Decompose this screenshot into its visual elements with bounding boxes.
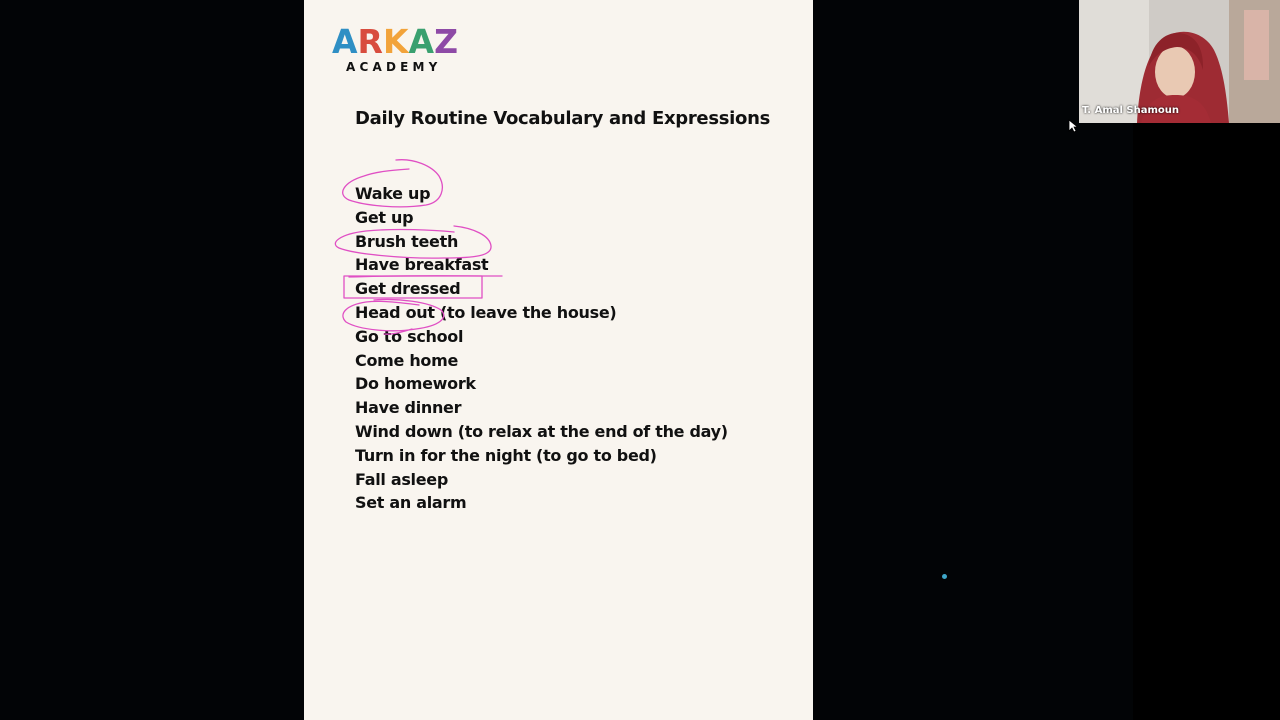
presentation-slide	[304, 0, 813, 720]
vocab-item: Do homework	[355, 374, 476, 394]
slide-title: Daily Routine Vocabulary and Expressions	[355, 108, 771, 129]
logo-letter-4: A	[408, 22, 435, 61]
vocab-item: Set an alarm	[355, 493, 467, 513]
logo-subtitle: ACADEMY	[346, 60, 442, 74]
participant-video-tile[interactable]	[1079, 0, 1280, 123]
vocab-item: Wake up	[355, 184, 431, 203]
logo-letter-2: R	[357, 22, 383, 61]
vocab-item: Get dressed	[355, 279, 461, 299]
arkaz-academy-logo	[332, 22, 472, 78]
vocabulary-list	[355, 182, 728, 515]
side-panel-background	[1133, 123, 1280, 720]
vocab-item: Wind down (to relax at the end of the day)	[355, 421, 728, 441]
logo-wordmark	[332, 22, 458, 62]
vocab-item: Get up	[355, 207, 414, 227]
logo-letter-3: K	[382, 22, 409, 61]
vocab-item: Go to school	[355, 326, 464, 346]
logo-letter-1: A	[332, 22, 358, 61]
mouse-cursor-icon	[1068, 119, 1078, 133]
vocab-item: Brush teeth	[355, 231, 459, 251]
vocab-item: Have dinner	[355, 398, 462, 418]
vocab-item: Fall asleep	[355, 469, 448, 489]
laser-pointer-dot	[942, 574, 947, 579]
participant-name-label: T. Amal Shamoun	[1082, 105, 1179, 116]
vocab-item: Come home	[355, 350, 459, 370]
logo-letter-5: Z	[434, 22, 459, 61]
vocab-item: Head out (to leave the house)	[355, 302, 617, 322]
vocab-item: Have breakfast	[355, 255, 489, 275]
vocab-item: Turn in for the night (to go to bed)	[355, 445, 657, 465]
